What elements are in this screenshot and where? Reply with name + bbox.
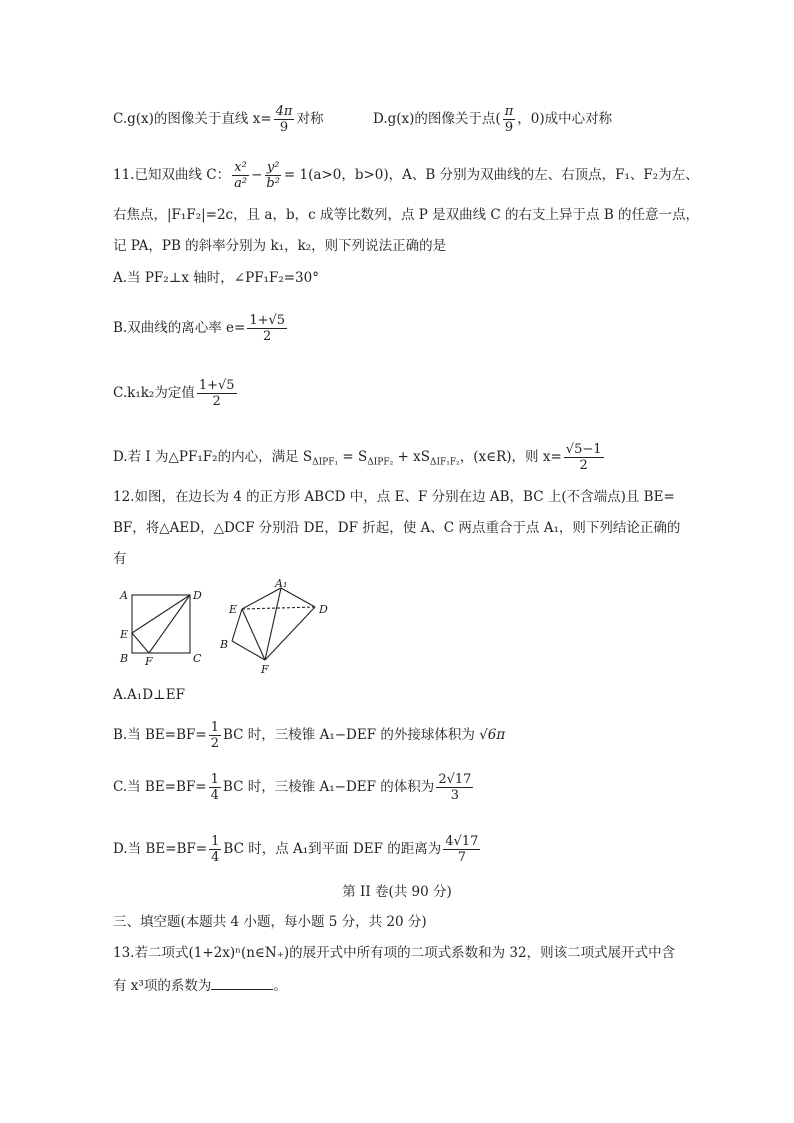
q11-option-c: C.k₁k₂为定值 $\frac{1+√5}{2}$ [113,378,235,409]
part2-title: 第 II 卷(共 90 分) [342,884,452,900]
edge-a1f [265,588,281,660]
square-abcd-figure [132,595,190,653]
fraction: $\frac{2√17}{3}$ [438,772,472,803]
q11-stem-line3: 记 PA，PB 的斜率分别为 k₁，k₂，则下列说法正确的是 [113,238,447,254]
label-f-right: F [261,663,269,676]
q12-stem-line2: BF，将△AED，△DCF 分别沿 DE，DF 折起，使 A、C 两点重合于点 A₁，则下列结论正确的 [113,520,681,536]
fraction: $\frac{4\pi}{9}$ [275,104,293,135]
section3-heading: 三、填空题(本题共 4 小题，每小题 5 分，共 20 分) [113,914,427,930]
segment-df [149,595,190,653]
fraction: $\frac{√5-1}{2}$ [565,442,602,473]
fraction: $\frac{\text{y²}}{\text{b²}}$ [266,160,280,191]
q13-stem-line1: 13.若二项式(1+2x)ⁿ(n∈N₊)的展开式中所有项的二项式系数和为 32，则该二项式展开式中含 [113,945,676,961]
edge-df [265,607,315,660]
label-f: F [145,655,153,668]
segment-de [132,595,190,633]
label-d: D [193,589,202,602]
q11-option-b: B.双曲线的离心率 e= $\frac{1+√5}{2}$ [113,313,286,344]
fraction: $\frac{\text{x²}}{\text{a²}}$ [234,160,248,191]
fraction: $\frac{1}{4}$ [210,772,219,803]
q12-option-d: D.当 BE=BF= $\frac{1}{4}$ BC 时，点 A₁到平面 DEF 的距离为 $\frac{4√17}{7}$ [113,834,479,865]
label-e-right: E [229,603,238,616]
fraction: $\frac{4√17}{7}$ [445,834,479,865]
fraction: $\frac{1}{2}$ [210,720,219,751]
fraction: $\frac{1+√5}{2}$ [198,378,235,409]
square-outline [132,595,190,653]
q11-option-a: A.当 PF₂⊥x 轴时，∠PF₁F₂=30° [113,270,319,286]
edge-ef [242,609,265,660]
label-b: B [120,652,129,665]
label-b-right: B [220,638,229,651]
fraction: $\frac{1}{4}$ [211,834,220,865]
q12-option-a: A.A₁D⊥EF [113,687,185,703]
q11-stem-line1: 11.已知双曲线 C： $\frac{\text{x²}}{\text{a²}}$ − $\frac{\text{y²}}{\text{b²}}$ = 1(a>0，b>0)，A、B 分别为双曲线的左、右顶点，F₁、F₂为左、 [113,160,699,191]
q12-stem-line3: 有 [113,551,127,567]
q12-stem-line1: 12.如图，在边长为 4 的正方形 ABCD 中，点 E、F 分别在边 AB，BC 上(不含端点)且 BE= [113,489,675,505]
edge-ed-hidden [242,607,315,609]
label-a1: A₁ [275,578,288,590]
label-a: A [120,589,128,602]
edge-a1d [281,588,315,607]
q10-option-d: D.g(x)的图像关于点( $\frac{\pi}{9}$ ，0)成中心对称 [373,104,613,135]
label-c: C [193,652,202,665]
q11-stem-line2: 右焦点，|F₁F₂|=2c，且 a，b，c 成等比数列，点 P 是双曲线 C 的右支上异于点 B 的任意一点， [113,207,700,223]
fraction: $\frac{\pi}{9}$ [504,104,514,135]
q11-option-d: D.若 I 为△PF₁F₂的内心，满足 $S_{\Delta IPF_1} = S_{\Delta IPF_2} + xS_{\Delta IF_1F_2}$，(x∈R)，则 x= $\frac{√5-1}{2}$ [113,442,602,473]
fraction: $\frac{1+√5}{2}$ [249,313,286,344]
q10-option-c: C.g(x)的图像关于直线 x= $\frac{4\pi}{9}$ 对称 [113,104,324,135]
q12-option-c: C.当 BE=BF= $\frac{1}{4}$ BC 时，三棱锥 A₁−DEF 的体积为 $\frac{2√17}{3}$ [113,772,472,803]
q13-stem-line2: 有 x³项的系数为 。 [113,975,287,996]
label-d-right: D [319,603,328,616]
answer-blank[interactable] [211,975,273,990]
label-e: E [120,628,129,641]
tetrahedron-figure [232,588,315,660]
q12-figure [115,578,355,678]
segment-ef [132,633,149,653]
edge-a1e [242,588,281,609]
edge-bf [232,641,265,660]
q12-option-b: B.当 BE=BF= $\frac{1}{2}$ BC 时，三棱锥 A₁−DEF 的外接球体积为 √6π [113,720,506,751]
